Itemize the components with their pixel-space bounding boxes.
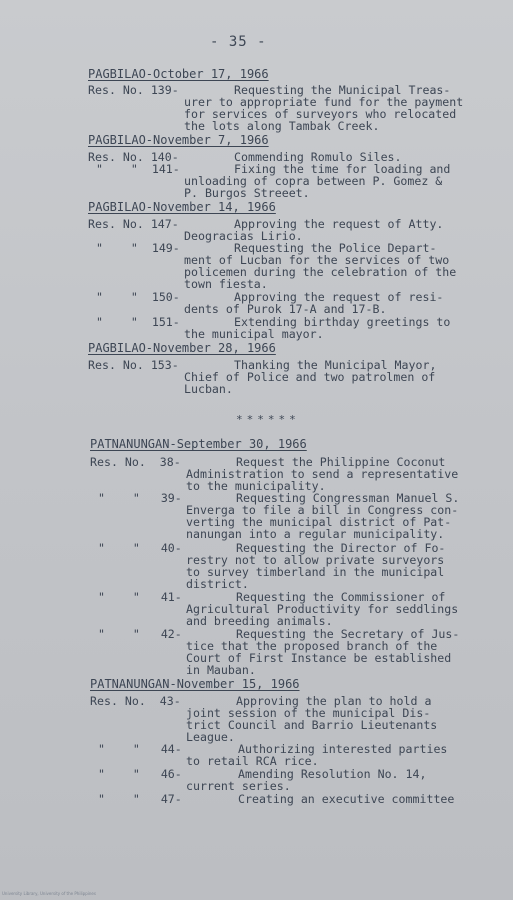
section-heading: PAGBILAO-November 14, 1966 (88, 200, 276, 214)
resolution-ref: " " 141- (96, 162, 180, 176)
resolution-ref: " " 151- (96, 315, 180, 329)
section-heading: PAGBILAO-November 7, 1966 (88, 133, 269, 147)
resolution-text: Court of First Instance be established (186, 651, 452, 665)
resolution-text: current series. (186, 779, 291, 793)
resolution-text: the municipal mayor. (184, 327, 324, 341)
resolution-ref: Res. No. 38- (90, 455, 181, 469)
resolution-text: joint session of the municipal Dis- (186, 706, 431, 720)
resolution-ref: " " 41- (98, 590, 182, 604)
resolution-text: to retail RCA rice. (186, 754, 319, 768)
resolution-ref: " " 150- (96, 290, 180, 304)
section-heading: PAGBILAO-November 28, 1966 (88, 341, 276, 355)
resolution-text: and breeding animals. (186, 614, 333, 628)
resolution-text: Extending birthday greetings to (234, 315, 451, 329)
resolution-ref: Res. No. 153- (88, 358, 179, 372)
resolution-text: Administration to send a representative (186, 467, 459, 481)
resolution-text: Requesting the Director of Fo- (236, 541, 446, 555)
resolution-text: Deogracias Lirio. (184, 229, 303, 243)
resolution-text: for services of surveyors who relocated (184, 107, 457, 121)
resolution-text: Authorizing interested parties (238, 742, 448, 756)
page-number: - 35 - (210, 34, 267, 50)
resolution-ref: " " 39- (98, 491, 182, 505)
resolution-text: Approving the request of Atty. (234, 217, 444, 231)
resolution-ref: " " 47- (98, 792, 182, 806)
section-separator: ****** (236, 413, 300, 426)
resolution-text: trict Council and Barrio Lieutenants (186, 718, 438, 732)
resolution-text: nanungan into a regular municipality. (186, 527, 445, 541)
resolution-text: district. (186, 577, 249, 591)
resolution-text: ment of Lucban for the services of two (184, 253, 450, 267)
resolution-text: Commending Romulo Siles. (234, 150, 402, 164)
resolution-text: to survey timberland in the municipal (186, 565, 445, 579)
resolution-text: tice that the proposed branch of the (186, 639, 438, 653)
resolution-text: dents of Purok 17-A and 17-B. (184, 302, 387, 316)
resolution-text: Requesting the Municipal Treas- (234, 83, 451, 97)
resolution-text: Requesting the Police Depart- (234, 241, 437, 255)
resolution-text: urer to appropriate fund for the payment (184, 95, 464, 109)
section-heading: PATNANUNGAN-November 15, 1966 (90, 677, 300, 691)
section-heading: PAGBILAO-October 17, 1966 (88, 67, 269, 81)
resolution-ref: Res. No. 139- (88, 83, 179, 97)
resolution-ref: Res. No. 140- (88, 150, 179, 164)
archive-footer-note: University Library, University of the Philippines (2, 891, 96, 896)
resolution-text: Request the Philippine Coconut (236, 455, 446, 469)
resolution-text: unloading of copra between P. Gomez & (184, 174, 443, 188)
resolution-text: Lucban. (184, 382, 233, 396)
resolution-text: Chief of Police and two patrolmen of (184, 370, 436, 384)
resolution-ref: Res. No. 43- (90, 694, 181, 708)
resolution-text: Enverga to file a bill in Congress con- (186, 503, 459, 517)
resolution-ref: " " 44- (98, 742, 182, 756)
resolution-text: verting the municipal district of Pat- (186, 515, 452, 529)
resolution-text: Amending Resolution No. 14, (238, 767, 427, 781)
resolution-text: Requesting the Commissioner of (236, 590, 446, 604)
resolution-ref: Res. No. 147- (88, 217, 179, 231)
resolution-text: restry not to allow private surveyors (186, 553, 445, 567)
resolution-text: Thanking the Municipal Mayor, (234, 358, 437, 372)
resolution-text: Requesting the Secretary of Jus- (236, 627, 460, 641)
resolution-text: Creating an executive committee (238, 792, 455, 806)
resolution-text: Approving the request of resi- (234, 290, 444, 304)
resolution-text: to the municipality. (186, 479, 326, 493)
resolution-text: Fixing the time for loading and (234, 162, 451, 176)
resolution-text: P. Burgos Streeet. (184, 186, 310, 200)
resolution-text: the lots along Tambak Creek. (184, 119, 380, 133)
resolution-text: policemen during the celebration of the (184, 265, 457, 279)
resolution-text: League. (186, 730, 235, 744)
resolution-text: town fiesta. (184, 277, 268, 291)
resolution-ref: " " 149- (96, 241, 180, 255)
resolution-text: Agricultural Productivity for seddlings (186, 602, 459, 616)
resolution-text: Requesting Congressman Manuel S. (236, 491, 460, 505)
section-heading: PATNANUNGAN-September 30, 1966 (90, 437, 307, 451)
resolution-ref: " " 42- (98, 627, 182, 641)
resolution-ref: " " 40- (98, 541, 182, 555)
resolution-ref: " " 46- (98, 767, 182, 781)
resolution-text: Approving the plan to hold a (236, 694, 432, 708)
resolution-text: in Mauban. (186, 663, 256, 677)
